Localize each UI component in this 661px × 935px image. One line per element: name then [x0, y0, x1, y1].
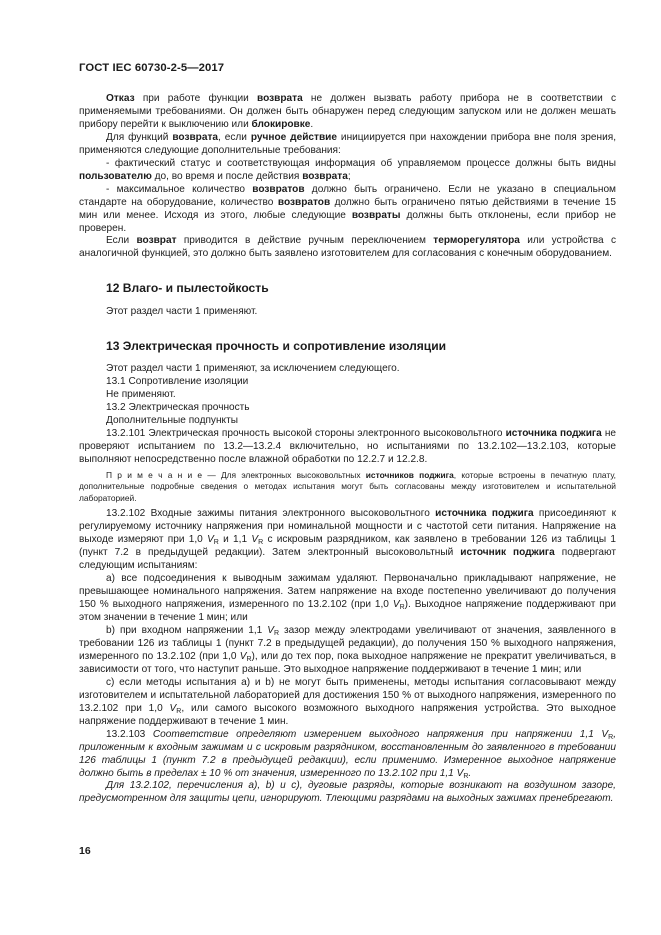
clause-13-2-102: 13.2.102 Входные зажимы питания электронного высоковольтного источника поджига присоединяют к регулируемому источнику напряжения при номинальной мощности и с частотой сети питания. Напряжение на выходе измеряют при 1,0 $V_R$ и 1,1 $V_R$ с искровым разрядником, как заявлено в требовании 126 из таблицы 1 (пункт 7.2 в предыдущей редакции). Затем электронный высоковольтный источник поджига подвергают следующим испытаниям:	[79, 508, 616, 572]
note: П р и м е ч а н и е — Для электронных высоковольтных источников поджига, которые встроены в печатную плату, дополнительные подробные сведения о методах испытания могут быть согласованы между изготовителем и испытательной лабораторией.	[79, 469, 616, 503]
paragraph-manual-reset: Если возврат приводится в действие ручным переключением терморегулятора или устройства с аналогичной функцией, это должно быть заявлено изготовителем для согласования с конечным оборудованием.	[79, 235, 616, 260]
section-12-text: Этот раздел части 1 применяют.	[106, 306, 258, 318]
list-item-status: - фактический статус и соответствующая информация об управляемом процессе должны быть видны пользователю до, во время и после действия возврата;	[79, 157, 616, 182]
subsection-13-2: 13.2 Электрическая прочность	[106, 402, 250, 414]
subsection-13-1: 13.1 Сопротивление изоляции	[106, 376, 249, 388]
section-13-title: 13 Электрическая прочность и сопротивление изоляции	[106, 339, 447, 354]
document-header: ГОСТ IEC 60730-2-5—2017	[79, 62, 225, 74]
page-content	[79, 93, 616, 806]
paragraph-reset-functions: Для функций возврата, если ручное действие инициируется при нахождении прибора вне поля зрения, применяются следующие дополнительные требования:	[79, 131, 617, 156]
test-method-b: b) при входном напряжении 1,1 $V_R$ зазор между электродами увеличивают от значения, заявленного в требовании 126 из таблицы 1 (пункт 7.2 в предыдущей редакции), до получения 150 % выходного напряжения, измеренного по 13.2.102 (при 1,0 $V_R$), или до тех пор, пока выходное напряжение не прекратит увеличиваться, в зависимости от того, что наступит раньше. Это выходное напряжение поддерживают в течение 1 мин; или	[79, 625, 616, 675]
additional-subclauses: Дополнительные подпункты	[106, 415, 238, 427]
paragraph-failure: Отказ при работе функции возврата не должен вызвать работу прибора не в соответствии с применяемыми требованиями. Он должен быть обнаружен перед следующим запуском или не должен мешать прибору перейти к выключению или блокировке.	[79, 93, 617, 130]
test-method-c: c) если методы испытания a) и b) не могут быть применены, методы испытания согласовывают между изготовителем и испытательной лабораторией для достижения 150 % от выходного напряжения, измеренного по 13.2.102 при 1,0 $V_R$, или самого высокого возможного выходного напряжения устройства. Это выходное напряжение поддерживают в течение 1 мин.	[79, 676, 616, 727]
clause-13-2-103: 13.2.103 Соответствие определяют измерением выходного напряжения при напряжении 1,1 $V_R$, приложенным к входным зажимам и с искровым разрядником, восстановленным до заявленного в требовании 126 таблицы 1 (пункт 7.2 в предыдущей редакции), если применимо. Измеренное выходное напряжение должно быть в пределах ± 10 % от значения, измеренного по 13.2.102 при 1,1 $V_R$.	[79, 728, 616, 780]
list-item-max-resets: - максимальное количество возвратов должно быть ограничено. Если не указано в специальном стандарте на оборудование, количество возвратов должно быть ограничено пятью действиями в течение 15 мин или менее. Исходя из этого, любые следующие возвраты должны быть отклонены, если прибор не проверен.	[79, 183, 616, 234]
clause-13-2-101: 13.2.101 Электрическая прочность высокой стороны электронного высоковольтного источника поджига не проверяют испытанием по 13.2—13.2.4 включительно, но испытаниями по 13.2.102—13.2.103, которые выполняют непосредственно после влажной обработки по 12.2.7 и 12.2.8.	[79, 428, 617, 466]
page-number: 16	[79, 845, 91, 857]
test-method-a: a) все подсоединения к выводным зажимам удаляют. Первоначально прикладывают напряжение, не превышающее номинального напряжения. Затем напряжение на входе постепенно увеличивают до получения 150 % выходного напряжения, измеренного по 13.2.102 (при 1,0 $V_R$). Выходное напряжение поддерживают при этом значении в течение 1 мин; или	[79, 573, 617, 624]
section-13-intro: Этот раздел части 1 применяют, за исключением следующего.	[106, 363, 400, 375]
not-applicable-text: Не применяют.	[106, 389, 176, 401]
section-12-title: 12 Влаго- и пылестойкость	[106, 281, 269, 296]
discharge-paragraph: Для 13.2.102, перечисления a), b) и c), дуговые разряды, которые возникают на воздушном зазоре, предусмотренном для защиты цепи, игнорируют. Тлеющими разрядами на выходных зажимах пренебрегают.	[79, 780, 616, 805]
